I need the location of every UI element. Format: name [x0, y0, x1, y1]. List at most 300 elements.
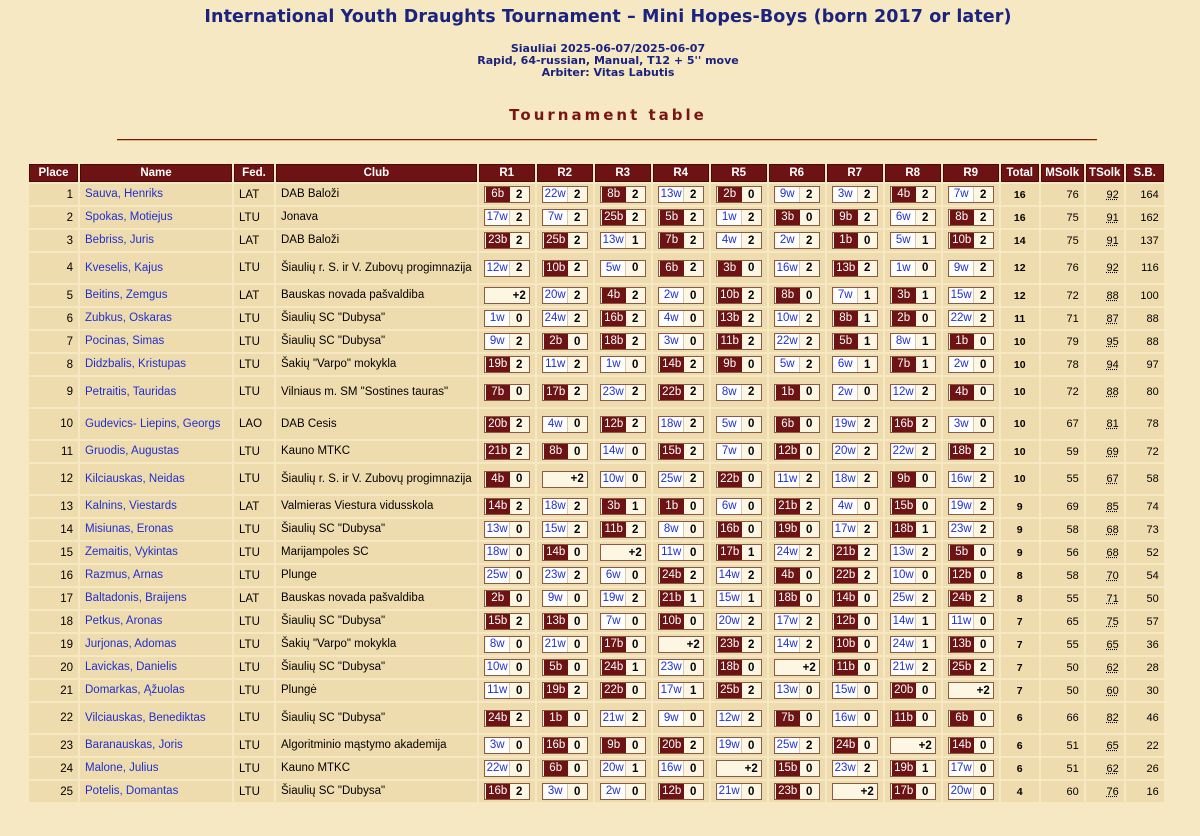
round-3-cell: [595, 377, 651, 407]
opponent-link: [718, 761, 742, 776]
opponent-link[interactable]: 14b: [486, 499, 510, 514]
opponent-link[interactable]: 18w: [660, 417, 682, 430]
round-score: 0: [806, 712, 813, 724]
player-name-link[interactable]: Spokas, Motiejus: [80, 207, 232, 228]
opponent-link[interactable]: 13w: [776, 684, 798, 696]
opponent-link[interactable]: 11b: [892, 711, 916, 726]
opponent-link[interactable]: 18w: [834, 472, 856, 485]
opponent-link[interactable]: 17b: [544, 385, 568, 400]
opponent-link[interactable]: 17w: [950, 762, 972, 774]
opponent-link[interactable]: 15b: [486, 614, 510, 629]
player-name-link[interactable]: Domarkas, Ąžuolas: [80, 680, 232, 701]
opponent-link[interactable]: 5w: [776, 357, 800, 372]
table-row: [29, 464, 1164, 494]
opponent-link[interactable]: 2b: [544, 334, 568, 349]
opponent-link[interactable]: 14b: [834, 591, 858, 606]
opponent-link[interactable]: 3b: [776, 210, 800, 225]
opponent-link[interactable]: 10b: [718, 288, 742, 303]
opponent-link[interactable]: 12w: [892, 385, 914, 398]
opponent-link[interactable]: 4w: [834, 499, 858, 514]
opponent-link[interactable]: 24w: [892, 638, 914, 650]
round-result: [716, 498, 762, 515]
round-8-cell: [885, 464, 941, 494]
opponent-link[interactable]: 7w: [950, 187, 974, 202]
opponent-link[interactable]: 18b: [892, 522, 916, 537]
opponent-link[interactable]: 7b: [892, 357, 916, 372]
player-name-link[interactable]: Potelis, Domantas: [80, 781, 232, 802]
opponent-link[interactable]: 1b: [544, 711, 568, 726]
opponent-link[interactable]: 10w: [602, 472, 624, 485]
round-result: [832, 659, 878, 676]
column-header-tsolk: TSolk: [1086, 164, 1124, 182]
opponent-link[interactable]: 23b: [776, 784, 800, 799]
opponent-link[interactable]: 21w: [544, 638, 566, 650]
opponent-link[interactable]: 5w: [602, 261, 626, 276]
player-name-link[interactable]: Gruodis, Augustas: [80, 441, 232, 462]
opponent-link[interactable]: 19w: [602, 592, 624, 604]
opponent-link[interactable]: 20w: [834, 445, 856, 457]
round-result: [890, 333, 936, 350]
round-result: [716, 636, 762, 653]
opponent-link[interactable]: 20b: [660, 738, 684, 753]
opponent-link[interactable]: 16w: [834, 711, 856, 724]
player-name-link[interactable]: Malone, Julius: [80, 758, 232, 779]
opponent-link[interactable]: 24b: [602, 660, 626, 675]
opponent-link[interactable]: 17b: [602, 637, 626, 652]
opponent-link[interactable]: 4b: [776, 568, 800, 583]
player-name-link[interactable]: Beitins, Zemgus: [80, 285, 232, 306]
opponent-link[interactable]: 7b: [776, 711, 800, 726]
opponent-link[interactable]: 6w: [834, 357, 858, 372]
opponent-link[interactable]: 24b: [950, 591, 974, 606]
round-1-cell: [479, 285, 535, 306]
round-7-cell: [827, 703, 883, 733]
opponent-link[interactable]: 24w: [544, 312, 566, 324]
player-name-link[interactable]: Vilciauskas, Benediktas: [80, 703, 232, 733]
opponent-link[interactable]: 8w: [718, 385, 742, 400]
opponent-link[interactable]: 9w: [660, 711, 684, 726]
opponent-link[interactable]: 10w: [776, 312, 798, 324]
place-cell: 25: [29, 781, 78, 802]
player-name-link[interactable]: Jurjonas, Adomas: [80, 634, 232, 655]
club-cell: DAB Baloži: [276, 184, 477, 205]
opponent-link[interactable]: 10b: [950, 233, 974, 248]
opponent-link[interactable]: 18w: [486, 546, 508, 558]
round-7-cell: [827, 758, 883, 779]
round-score: 2: [980, 234, 987, 247]
place-cell: 8: [29, 354, 78, 375]
opponent-link[interactable]: 12b: [834, 614, 858, 629]
opponent-link[interactable]: 16b: [544, 738, 568, 753]
opponent-link[interactable]: 7w: [544, 210, 568, 225]
round-score: 2: [690, 386, 697, 398]
opponent-link[interactable]: 13b: [834, 261, 858, 276]
opponent-link[interactable]: 3w: [660, 334, 684, 349]
opponent-link[interactable]: 16b: [892, 417, 916, 432]
opponent-link[interactable]: 5w: [892, 233, 916, 248]
tsolk-value: 91: [1106, 234, 1119, 247]
opponent-link[interactable]: 8w: [486, 637, 510, 652]
opponent-link[interactable]: 16b: [718, 522, 742, 537]
opponent-link[interactable]: 12b: [776, 444, 800, 459]
opponent-link[interactable]: 8b: [834, 311, 858, 326]
round-result: [832, 544, 878, 561]
opponent-link[interactable]: 12w: [486, 261, 508, 274]
opponent-link[interactable]: 6w: [892, 210, 916, 225]
opponent-link[interactable]: 8b: [602, 187, 626, 202]
tsolk-value: 68: [1106, 546, 1119, 559]
opponent-link[interactable]: 4b: [950, 385, 974, 400]
round-score: 0: [922, 569, 929, 582]
opponent-link[interactable]: 20w: [544, 289, 566, 301]
round-score: 0: [574, 762, 581, 775]
opponent-link[interactable]: 11w: [776, 472, 800, 487]
opponent-link[interactable]: 6b: [544, 761, 568, 776]
opponent-link[interactable]: 17b: [718, 545, 742, 560]
opponent-link[interactable]: 20b: [892, 683, 916, 698]
opponent-link[interactable]: 25w: [660, 472, 682, 485]
opponent-link[interactable]: 9b: [834, 210, 858, 225]
opponent-link[interactable]: 12b: [660, 784, 684, 799]
round-result: [890, 384, 936, 401]
opponent-link[interactable]: 3w: [950, 417, 974, 432]
player-name-link[interactable]: Zubkus, Oskaras: [80, 308, 232, 329]
opponent-link[interactable]: 19w: [950, 500, 972, 512]
opponent-link[interactable]: 3b: [602, 499, 626, 514]
opponent-link[interactable]: 11w: [544, 357, 568, 372]
opponent-link[interactable]: 12b: [602, 417, 626, 432]
opponent-link[interactable]: 21w: [892, 661, 914, 673]
opponent-link[interactable]: 6b: [660, 261, 684, 276]
opponent-link[interactable]: 21b: [834, 545, 858, 560]
opponent-link[interactable]: 9w: [486, 334, 510, 349]
opponent-link[interactable]: 17w: [486, 211, 508, 223]
opponent-link[interactable]: 23w: [834, 762, 856, 774]
opponent-link[interactable]: 22w: [544, 188, 566, 200]
opponent-link[interactable]: 21b: [776, 499, 800, 514]
round-score: 2: [864, 569, 871, 582]
player-name-link[interactable]: Pocinas, Simas: [80, 331, 232, 352]
opponent-link[interactable]: 1b: [660, 499, 684, 514]
opponent-link[interactable]: 17w: [776, 615, 798, 627]
tsolk-value: 95: [1106, 335, 1119, 348]
opponent-link[interactable]: 1w: [892, 261, 916, 276]
opponent-link[interactable]: 5b: [950, 545, 974, 560]
round-score: 0: [690, 712, 697, 724]
round-score: 0: [632, 785, 639, 798]
opponent-link[interactable]: 8b: [776, 288, 800, 303]
opponent-link[interactable]: 14w: [602, 445, 624, 457]
opponent-link[interactable]: 2w: [776, 233, 800, 248]
opponent-link[interactable]: 11w: [660, 545, 684, 560]
opponent-link[interactable]: 1w: [486, 311, 510, 326]
opponent-link[interactable]: 18b: [950, 444, 974, 459]
opponent-link[interactable]: 4w: [718, 233, 742, 248]
round-score: 0: [574, 445, 581, 458]
opponent-link[interactable]: 13w: [892, 546, 914, 558]
opponent-link[interactable]: 19w: [834, 417, 856, 430]
opponent-link[interactable]: 17w: [834, 523, 856, 535]
opponent-link[interactable]: 10b: [834, 637, 858, 652]
opponent-link[interactable]: 5w: [718, 417, 742, 432]
round-score: 2: [690, 358, 697, 371]
round-6-cell: [769, 230, 825, 251]
opponent-link[interactable]: 23b: [718, 637, 742, 652]
player-name-link[interactable]: Kilciauskas, Neidas: [80, 464, 232, 494]
round-score: 2: [574, 386, 581, 398]
opponent-link[interactable]: 2w: [602, 784, 626, 799]
opponent-link[interactable]: 6w: [718, 499, 742, 514]
opponent-link[interactable]: 25w: [776, 739, 798, 751]
opponent-link[interactable]: 22b: [834, 568, 858, 583]
opponent-link[interactable]: 15w: [718, 592, 740, 604]
opponent-link[interactable]: 24b: [486, 711, 510, 726]
opponent-link[interactable]: 2b: [718, 187, 742, 202]
opponent-link[interactable]: 13b: [544, 614, 568, 629]
round-4-cell: [653, 703, 709, 733]
opponent-link[interactable]: 13w: [602, 234, 624, 246]
player-name-link[interactable]: Baranauskas, Joris: [80, 735, 232, 756]
opponent-link[interactable]: 3b: [718, 261, 742, 276]
opponent-link[interactable]: 16b: [602, 311, 626, 326]
opponent-link[interactable]: 2w: [834, 385, 858, 400]
opponent-link[interactable]: 1b: [776, 385, 800, 400]
opponent-link[interactable]: 9b: [892, 472, 916, 487]
opponent-link[interactable]: 19b: [776, 522, 800, 537]
sb-cell: 100: [1126, 285, 1164, 306]
opponent-link[interactable]: 25b: [544, 233, 568, 248]
opponent-link[interactable]: 22b: [602, 683, 626, 698]
opponent-link[interactable]: 2b: [486, 591, 510, 606]
player-name-link[interactable]: Didzbalis, Kristupas: [80, 354, 232, 375]
round-result: [832, 682, 878, 699]
opponent-link[interactable]: 13b: [950, 637, 974, 652]
opponent-link[interactable]: 9b: [718, 357, 742, 372]
player-name-link[interactable]: Gudevics- Liepins, Georgs: [80, 409, 232, 439]
opponent-link[interactable]: 3w: [544, 784, 568, 799]
opponent-link[interactable]: 5b: [660, 210, 684, 225]
opponent-link[interactable]: 15b: [660, 444, 684, 459]
opponent-link[interactable]: 22b: [718, 472, 742, 487]
round-result: [890, 544, 936, 561]
opponent-link[interactable]: 18w: [544, 500, 566, 512]
opponent-link[interactable]: 4w: [660, 311, 684, 326]
federation-cell: LTU: [234, 758, 274, 779]
opponent-link[interactable]: 8b: [544, 444, 568, 459]
round-score: 0: [690, 661, 697, 674]
opponent-link[interactable]: 19b: [544, 683, 568, 698]
player-name-link[interactable]: Petkus, Aronas: [80, 611, 232, 632]
opponent-link[interactable]: 23w: [602, 385, 624, 398]
opponent-link[interactable]: 20b: [486, 417, 510, 432]
opponent-link[interactable]: 7w: [718, 444, 742, 459]
opponent-link[interactable]: 16w: [660, 762, 682, 774]
opponent-link[interactable]: 15b: [892, 499, 916, 514]
opponent-link[interactable]: 6w: [602, 568, 626, 583]
round-score: 0: [806, 289, 813, 302]
opponent-link[interactable]: 23w: [660, 661, 682, 673]
opponent-link[interactable]: 24b: [660, 568, 684, 583]
opponent-link[interactable]: 11w: [486, 683, 510, 698]
round-result: [484, 260, 530, 277]
opponent-link[interactable]: 23w: [950, 523, 972, 535]
federation-cell: LTU: [234, 464, 274, 494]
opponent-link[interactable]: 25b: [602, 210, 626, 225]
opponent-link[interactable]: 9w: [950, 261, 974, 276]
opponent-link[interactable]: 1b: [834, 233, 858, 248]
round-score: 0: [516, 569, 523, 582]
opponent-link[interactable]: 25w: [892, 592, 914, 604]
opponent-link[interactable]: 20w: [602, 762, 624, 774]
opponent-link[interactable]: 14b: [660, 357, 684, 372]
tsolk-value: 87: [1106, 312, 1119, 325]
player-name-link[interactable]: Baltadonis, Braijens: [80, 588, 232, 609]
tournament-arbiter: Arbiter: Vitas Labutis: [541, 66, 675, 79]
player-name-link[interactable]: Zemaitis, Vykintas: [80, 542, 232, 563]
opponent-link[interactable]: 8b: [950, 210, 974, 225]
opponent-link[interactable]: 14w: [718, 569, 740, 581]
opponent-link[interactable]: 2w: [950, 357, 974, 372]
opponent-link[interactable]: 22w: [892, 445, 914, 457]
opponent-link[interactable]: 11b: [602, 522, 626, 537]
opponent-link[interactable]: 11w: [950, 614, 974, 629]
player-name-link[interactable]: Petraitis, Tauridas: [80, 377, 232, 407]
opponent-link[interactable]: 9w: [776, 187, 800, 202]
opponent-link[interactable]: 10w: [486, 661, 508, 673]
opponent-link[interactable]: 22w: [776, 335, 798, 347]
opponent-link[interactable]: 19b: [892, 761, 916, 776]
opponent-link[interactable]: 10b: [544, 261, 568, 276]
opponent-link[interactable]: 6b: [486, 187, 510, 202]
opponent-link[interactable]: 8w: [892, 334, 916, 349]
opponent-link[interactable]: 2b: [892, 311, 916, 326]
opponent-link[interactable]: 13b: [718, 311, 742, 326]
opponent-link[interactable]: 3b: [892, 288, 916, 303]
opponent-link[interactable]: 23b: [486, 233, 510, 248]
opponent-link[interactable]: 15w: [544, 523, 566, 535]
opponent-link[interactable]: 9b: [602, 738, 626, 753]
opponent-link[interactable]: 13w: [660, 188, 682, 200]
opponent-link[interactable]: 24w: [776, 546, 798, 558]
opponent-link[interactable]: 7b: [486, 385, 510, 400]
player-name-link[interactable]: Kalnins, Viestards: [80, 496, 232, 517]
opponent-link[interactable]: 14b: [544, 545, 568, 560]
opponent-link[interactable]: 9w: [544, 591, 568, 606]
round-score: 1: [632, 234, 639, 247]
round-5-cell: [711, 611, 767, 632]
opponent-link[interactable]: 6b: [776, 417, 800, 432]
opponent-link[interactable]: 16b: [486, 784, 510, 799]
round-result: [890, 356, 936, 373]
opponent-link[interactable]: 5b: [834, 334, 858, 349]
opponent-link[interactable]: 25w: [486, 569, 508, 581]
player-name-link[interactable]: Lavickas, Danielis: [80, 657, 232, 678]
opponent-link[interactable]: 25b: [718, 683, 742, 698]
opponent-link[interactable]: 1w: [718, 210, 742, 225]
msolk-cell: 65: [1041, 611, 1084, 632]
opponent-link[interactable]: 12b: [950, 568, 974, 583]
opponent-link[interactable]: 15w: [950, 289, 972, 301]
opponent-link[interactable]: 1w: [602, 357, 626, 372]
opponent-link[interactable]: 8w: [660, 522, 684, 537]
player-name-link[interactable]: Bebriss, Juris: [80, 230, 232, 251]
opponent-link[interactable]: 15b: [776, 761, 800, 776]
opponent-link[interactable]: 22w: [486, 762, 508, 774]
opponent-link[interactable]: 2w: [660, 288, 684, 303]
round-score: 2: [516, 712, 523, 724]
opponent-link[interactable]: 15w: [834, 684, 856, 696]
opponent-link[interactable]: 21b: [660, 591, 684, 606]
opponent-link[interactable]: 7b: [660, 233, 684, 248]
opponent-link[interactable]: 1b: [950, 334, 974, 349]
round-3-cell: [595, 253, 651, 283]
opponent-link[interactable]: 11b: [718, 334, 742, 349]
opponent-link[interactable]: 25b: [950, 660, 974, 675]
opponent-link[interactable]: 14w: [776, 638, 798, 650]
opponent-link[interactable]: 4b: [892, 187, 916, 202]
opponent-link[interactable]: 21b: [486, 444, 510, 459]
opponent-link[interactable]: 3w: [834, 187, 858, 202]
tsolk-value: 69: [1106, 445, 1119, 458]
player-name-link[interactable]: Kveselis, Kajus: [80, 253, 232, 283]
tsolk-value: 65: [1106, 739, 1119, 752]
opponent-link[interactable]: 21w: [602, 711, 624, 724]
opponent-link[interactable]: 13w: [486, 523, 508, 535]
opponent-link[interactable]: 10b: [660, 614, 684, 629]
opponent-link[interactable]: 18b: [602, 334, 626, 349]
opponent-link[interactable]: 17w: [660, 684, 682, 696]
player-name-link[interactable]: Sauva, Henriks: [80, 184, 232, 205]
opponent-link[interactable]: 19w: [718, 739, 740, 751]
opponent-link[interactable]: 10w: [892, 569, 914, 581]
round-3-cell: [595, 611, 651, 632]
opponent-link[interactable]: 18b: [776, 591, 800, 606]
opponent-link[interactable]: 20w: [950, 785, 972, 797]
player-name-link[interactable]: Razmus, Arnas: [80, 565, 232, 586]
opponent-link[interactable]: 4b: [602, 288, 626, 303]
table-row: [29, 758, 1164, 779]
opponent-link[interactable]: 21w: [718, 785, 740, 797]
round-result: [832, 710, 878, 727]
opponent-link[interactable]: 12w: [718, 711, 740, 724]
opponent-link[interactable]: 14b: [950, 738, 974, 753]
opponent-link[interactable]: 11b: [834, 660, 858, 675]
opponent-link[interactable]: 16w: [776, 261, 798, 274]
opponent-link[interactable]: 7w: [602, 614, 626, 629]
msolk-cell: 58: [1041, 519, 1084, 540]
round-result: [600, 521, 646, 538]
opponent-link[interactable]: 22b: [660, 385, 684, 400]
opponent-link[interactable]: 22w: [950, 312, 972, 324]
opponent-link[interactable]: 20w: [718, 615, 740, 627]
opponent-link[interactable]: 18b: [718, 660, 742, 675]
opponent-link[interactable]: 24b: [834, 738, 858, 753]
opponent-link[interactable]: 19b: [486, 357, 510, 372]
opponent-link[interactable]: 23w: [544, 569, 566, 581]
opponent-link[interactable]: 4b: [486, 472, 510, 487]
opponent-link[interactable]: 17b: [892, 784, 916, 799]
opponent-link[interactable]: 6b: [950, 711, 974, 726]
opponent-link[interactable]: 14w: [892, 615, 914, 627]
opponent-link[interactable]: 4w: [544, 417, 568, 432]
round-result: [890, 760, 936, 777]
opponent-link[interactable]: 5b: [544, 660, 568, 675]
round-2-cell: [537, 409, 593, 439]
opponent-link[interactable]: 16w: [950, 472, 972, 485]
opponent-link[interactable]: 7w: [834, 288, 858, 303]
opponent-link[interactable]: 3w: [486, 738, 510, 753]
player-name-link[interactable]: Misiunas, Eronas: [80, 519, 232, 540]
